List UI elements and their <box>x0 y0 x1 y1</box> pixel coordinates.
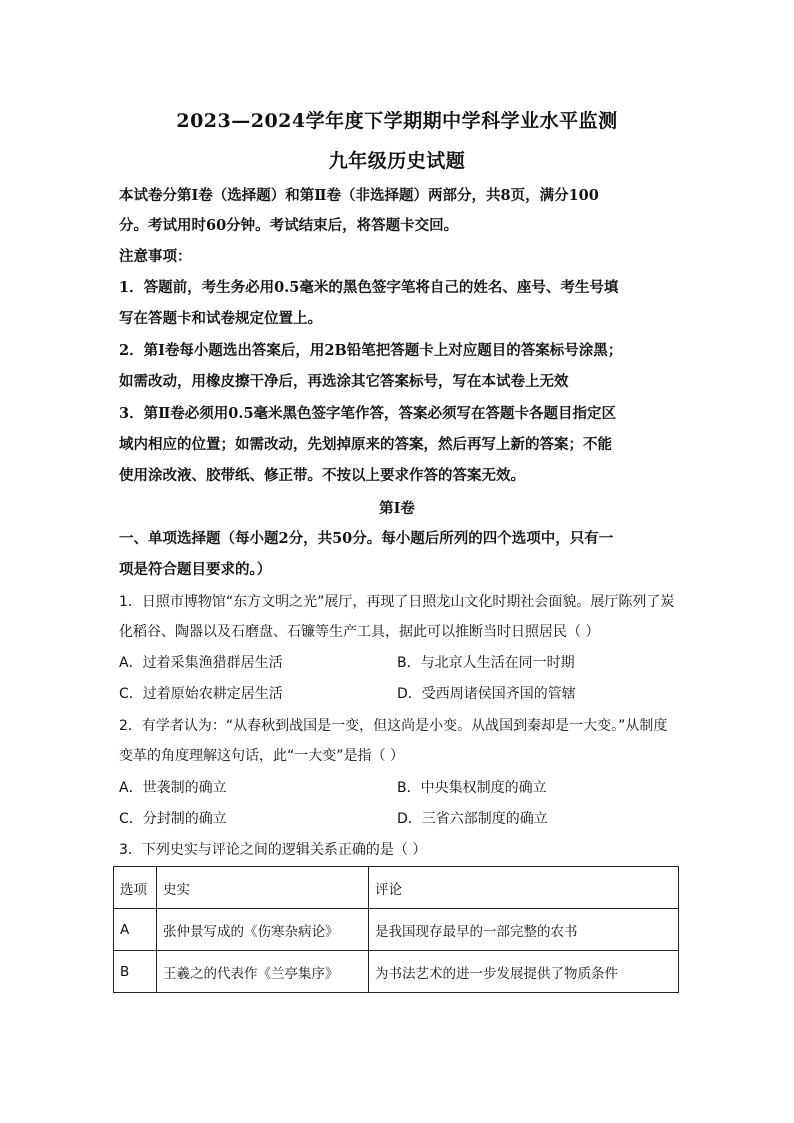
question-3-stem: 3．下列史实与评论之间的逻辑关系正确的是（ ） <box>119 842 427 858</box>
table-cell-option: A <box>114 909 157 951</box>
note-2-line-1: 2．第Ⅰ卷每小题选出答案后，用2B铅笔把答题卡上对应题目的答案标号涂黑； <box>119 342 623 359</box>
question-2-option-b: B．中央集权制度的确立 <box>397 780 547 796</box>
table-cell-option: B <box>114 951 157 993</box>
question-1-option-a: A．过着采集渔猎群居生活 <box>119 655 283 671</box>
exam-subtitle: 九年级历史试题 <box>328 150 466 172</box>
table-header-fact: 史实 <box>157 867 369 909</box>
note-1-line-2: 写在答题卡和试卷规定位置上。 <box>119 310 322 327</box>
table-row <box>114 951 679 993</box>
note-3-line-2: 域内相应的位置；如需改动，先划掉原来的答案，然后再写上新的答案；不能 <box>119 436 612 453</box>
table-cell-fact: 张仲景写成的《伤寒杂病论》 <box>157 909 369 951</box>
table-row <box>114 909 679 951</box>
notes-heading: 注意事项： <box>119 248 192 265</box>
question-2-option-a: A．世袭制的确立 <box>119 780 227 796</box>
table-header-option: 选项 <box>114 867 157 909</box>
note-1-line-1: 1．答题前，考生务必用0.5毫米的黑色签字笔将自己的姓名、座号、考生号填 <box>119 279 619 296</box>
question-2-stem-line-2: 变革的角度理解这句话，此“一大变”是指（ ） <box>119 748 404 764</box>
question-3-table <box>113 866 679 993</box>
section-instructions-line-1: 一、单项选择题（每小题2分，共50分。每小题后所列的四个选项中，只有一 <box>119 530 614 547</box>
note-3-line-3: 使用涂改液、胶带纸、修正带。不按以上要求作答的答案无效。 <box>119 467 525 484</box>
question-1-stem-line-1: 1．日照市博物馆“东方文明之光”展厅，再现了日照龙山文化时期社会面貌。展厅陈列了炭 <box>119 594 675 610</box>
question-2-option-d: D．三省六部制度的确立 <box>397 811 548 827</box>
table-cell-comment: 是我国现存最早的一部完整的农书 <box>369 909 679 951</box>
exam-title: 2023—2024学年度下学期期中学科学业水平监测 <box>176 110 618 132</box>
table-header-row <box>114 867 679 909</box>
volume-heading: 第Ⅰ卷 <box>379 500 415 517</box>
question-1-option-d: D．受西周诸侯国齐国的管辖 <box>397 686 576 702</box>
section-instructions-line-2: 项是符合题目要求的。） <box>119 561 272 578</box>
question-2-stem-line-1: 2．有学者认为：“从春秋到战国是一变，但这尚是小变。从战国到秦却是一大变。”从制度 <box>119 718 668 734</box>
note-3-line-1: 3．第Ⅱ卷必须用0.5毫米黑色签字笔作答，答案必须写在答题卡各题目指定区 <box>119 405 617 422</box>
intro-line-1: 本试卷分第Ⅰ卷（选择题）和第Ⅱ卷（非选择题）两部分，共8页，满分100 <box>119 187 599 204</box>
table-header-comment: 评论 <box>369 867 679 909</box>
table-cell-comment: 为书法艺术的进一步发展提供了物质条件 <box>369 951 679 993</box>
question-1-option-b: B．与北京人生活在同一时期 <box>397 655 575 671</box>
question-1-option-c: C．过着原始农耕定居生活 <box>119 686 283 702</box>
question-2-option-c: C．分封制的确立 <box>119 811 227 827</box>
question-1-stem-line-2: 化稻谷、陶器以及石磨盘、石镰等生产工具，据此可以推断当时日照居民（ ） <box>119 624 600 640</box>
intro-line-2: 分。考试用时60分钟。考试结束后，将答题卡交回。 <box>119 217 459 234</box>
note-2-line-2: 如需改动，用橡皮擦干净后，再选涂其它答案标号，写在本试卷上无效 <box>119 373 569 390</box>
table-cell-fact: 王羲之的代表作《兰亭集序》 <box>157 951 369 993</box>
